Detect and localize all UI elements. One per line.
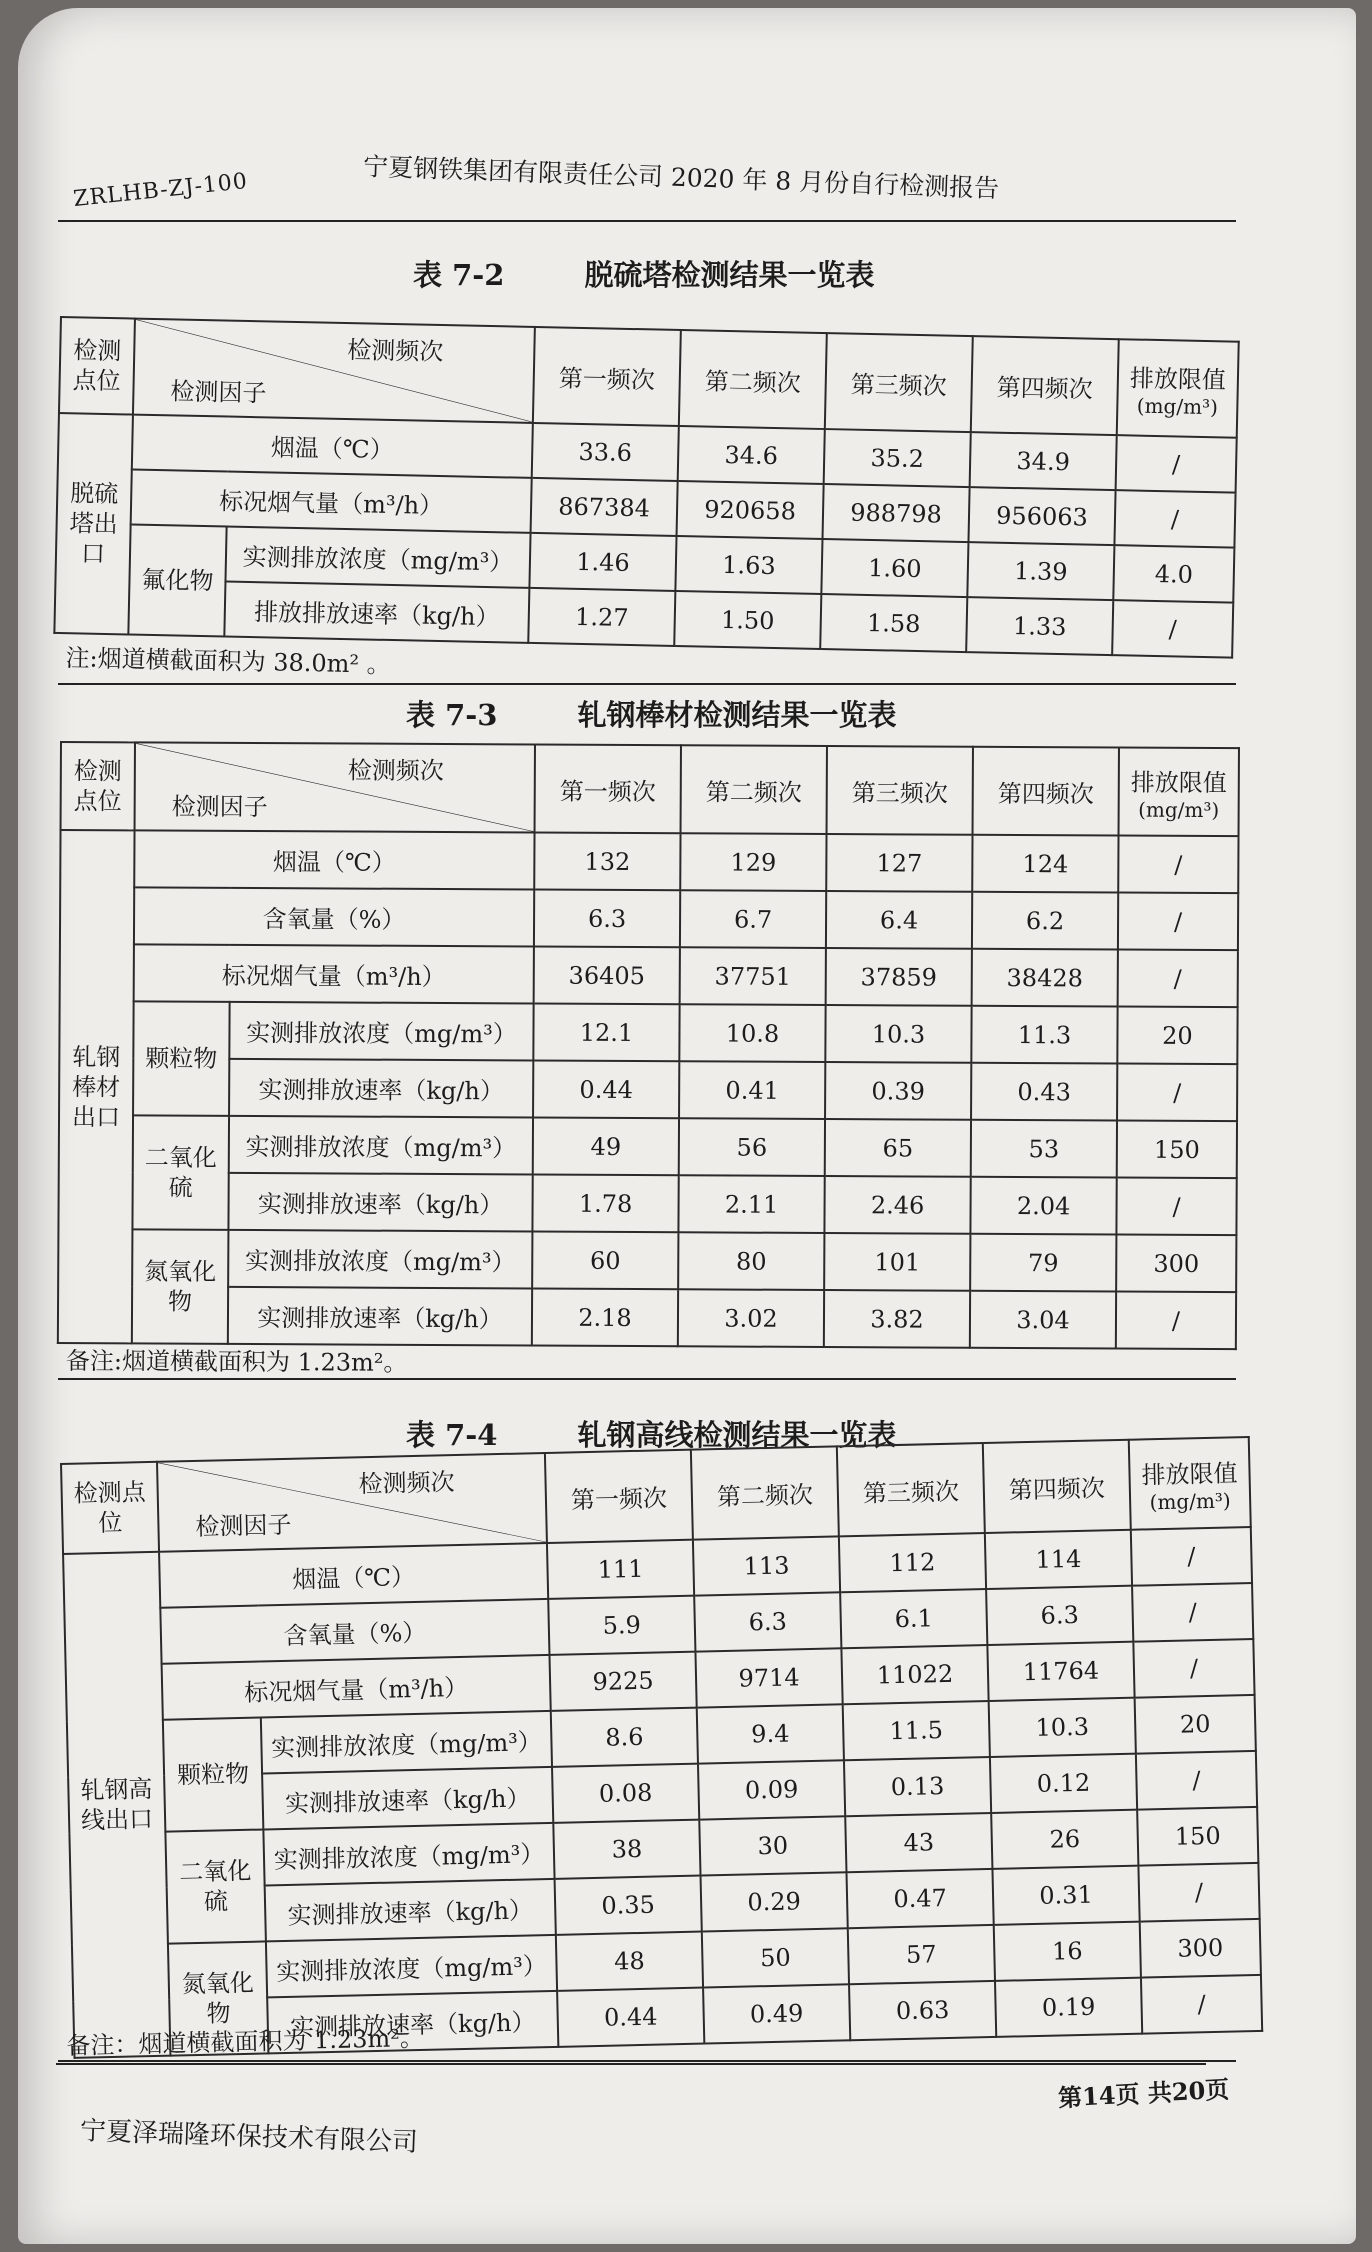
frequency-header: 第三频次 [825,333,973,432]
factor-label: 含氧量（%） [160,1599,549,1664]
table-note: 备注：烟道横截面积为 1.23m²。 [66,2023,425,2060]
value-cell: 3.02 [678,1289,824,1347]
value-cell: 35.2 [824,429,971,487]
value-cell: 6.3 [534,889,680,947]
value-cell: 1.63 [675,536,822,594]
value-cell: 132 [534,832,680,890]
limit-cell: / [1138,1863,1259,1922]
metric-label: 实测排放浓度（mg/m³） [229,1116,533,1175]
frequency-header: 第一频次 [533,327,681,426]
value-cell: 0.41 [679,1061,825,1119]
value-cell: 9225 [549,1652,696,1711]
value-cell: 38428 [972,949,1118,1007]
value-cell: 11022 [841,1645,988,1704]
metric-label: 实测排放速率（kg/h） [229,1059,533,1118]
limit-header [1117,339,1239,437]
results-table [53,316,1239,659]
frequency-header: 第二频次 [679,330,827,429]
metric-label: 实测排放浓度（mg/m³） [261,1711,552,1774]
limit-header-label: 排放限值 [1141,1458,1238,1489]
corner-frequency-label: 检测频次 [358,1468,455,1499]
value-cell: 0.19 [995,1978,1142,2037]
value-cell: 988798 [822,484,969,542]
value-cell: 0.49 [703,1984,850,2043]
limit-cell: 4.0 [1113,545,1234,603]
value-cell: 43 [845,1813,992,1872]
factor-label: 标况烟气量（m³/h） [162,1655,551,1720]
table-title: 脱硫塔检测结果一览表 [584,258,875,292]
point-header: 检测点位 [59,317,135,415]
metric-label: 实测排放浓度（mg/m³） [263,1823,554,1886]
limit-cell: / [1118,950,1238,1008]
limit-cell: / [1118,836,1238,894]
factor-label: 烟温（℃） [132,415,533,478]
value-cell: 10.3 [825,1005,971,1063]
table-row [58,1172,1236,1235]
value-cell: 36405 [534,946,680,1004]
value-cell: 0.43 [971,1063,1117,1121]
point-header: 检测点位 [61,1462,159,1554]
value-cell: 920658 [677,481,824,539]
limit-header-label: 排放限值 [1129,363,1227,394]
report-page [18,8,1356,2244]
frequency-header: 第四频次 [983,1440,1131,1533]
value-cell: 6.2 [972,892,1118,950]
value-cell: 6.3 [694,1592,841,1651]
value-cell: 12.1 [533,1003,679,1061]
limit-cell: 300 [1140,1919,1261,1978]
value-cell: 0.39 [825,1062,971,1120]
frequency-header: 第二频次 [691,1446,839,1539]
value-cell: 6.3 [986,1586,1133,1645]
table-title: 轧钢高线检测结果一览表 [577,1418,897,1452]
value-cell: 30 [699,1816,846,1875]
factor-label: 含氧量（%） [134,887,534,946]
value-cell: 11.5 [843,1701,990,1760]
value-cell: 16 [994,1922,1141,1981]
monitoring-point: 脱硫塔出口 [54,413,133,635]
value-cell: 1.60 [821,539,968,597]
footer-company: 宁夏泽瑞隆环保技术有限公司 [79,2116,419,2158]
point-header: 检测点位 [61,742,135,830]
header-row [61,742,1239,836]
value-cell: 6.1 [840,1589,987,1648]
table-number: 表 7-2 [413,258,505,292]
value-cell: 6.7 [680,890,826,948]
metric-label: 实测排放浓度（mg/m³） [225,527,530,588]
table-row [58,1286,1236,1349]
factor-label: 标况烟气量（m³/h） [134,944,534,1003]
header-rule [58,220,1236,222]
table-row [59,1115,1237,1178]
frequency-header: 第四频次 [971,336,1119,435]
limit-header-unit: (mg/m³) [1136,393,1219,419]
value-cell: 101 [824,1233,970,1291]
value-cell: 9714 [695,1648,842,1707]
corner-factor-label: 检测因子 [195,1510,292,1541]
value-cell: 8.6 [551,1708,698,1767]
table-note: 备注:烟道横截面积为 1.23m²。 [65,1346,408,1377]
limit-header [1129,1437,1251,1530]
value-cell: 113 [693,1536,840,1595]
table-row [59,1001,1237,1064]
table-note: 注:烟道横截面积为 38.0m² 。 [65,643,391,679]
limit-header-unit: (mg/m³) [1138,797,1220,822]
metric-label: 排放排放速率（kg/h） [224,582,529,643]
table-row [60,944,1238,1007]
value-cell: 112 [839,1533,986,1592]
value-cell: 0.08 [552,1764,699,1823]
metric-label: 实测排放速率（kg/h） [228,1287,532,1346]
limit-cell: / [1116,1292,1236,1350]
value-cell: 2.46 [824,1176,970,1234]
value-cell: 6.4 [826,891,972,949]
frequency-header: 第二频次 [681,745,827,834]
section-rule [58,683,1236,685]
value-cell: 0.29 [701,1872,848,1931]
document-code: ZRLHB-ZJ-100 [72,168,250,213]
value-cell: 60 [532,1231,678,1289]
limit-cell: / [1132,1583,1253,1642]
pollutant-name: 二氧化硫 [132,1115,229,1230]
limit-cell: / [1112,600,1233,658]
table-row [60,830,1238,893]
metric-label: 实测排放浓度（mg/m³） [228,1230,532,1289]
value-cell: 80 [678,1232,824,1290]
corner-factor-label: 检测因子 [171,792,268,822]
corner-header-cell [133,319,535,423]
report-title: 宁夏钢铁集团有限责任公司 2020 年 8 月份自行检测报告 [362,151,1000,204]
factor-label: 烟温（℃） [134,830,534,889]
value-cell: 129 [680,833,826,891]
value-cell: 11764 [987,1642,1134,1701]
pollutant-name: 颗粒物 [133,1001,230,1116]
value-cell: 111 [547,1540,694,1599]
corner-factor-label: 检测因子 [170,377,267,408]
table-row [60,887,1238,950]
value-cell: 1.50 [674,591,821,649]
value-cell: 10.3 [989,1698,1136,1757]
value-cell: 2.11 [678,1175,824,1233]
footer-page-number: 第14页 共20页 [1057,2074,1230,2113]
metric-label: 实测排放速率（kg/h） [267,1991,558,2054]
value-cell: 1.27 [528,588,675,646]
footer-rule [56,2063,1206,2065]
metric-label: 实测排放浓度（mg/m³） [229,1002,533,1061]
frequency-header: 第一频次 [535,744,681,833]
metric-label: 实测排放速率（kg/h） [265,1879,556,1942]
value-cell: 124 [972,835,1118,893]
value-cell: 0.13 [844,1757,991,1816]
value-cell: 0.63 [849,1981,996,2040]
value-cell: 127 [826,834,972,892]
corner-header-cell [157,1453,547,1552]
section-rule [58,2060,1236,2062]
limit-cell: 300 [1116,1235,1236,1293]
limit-cell: / [1114,490,1235,548]
metric-label: 实测排放速率（kg/h） [262,1767,553,1830]
corner-frequency-label: 检测频次 [347,336,444,367]
limit-header-unit: (mg/m³) [1149,1487,1231,1514]
value-cell: 49 [533,1117,679,1175]
limit-cell: / [1118,893,1238,951]
limit-cell: 20 [1117,1007,1237,1065]
value-cell: 956063 [968,487,1115,545]
value-cell: 53 [971,1120,1117,1178]
value-cell: 9.4 [697,1704,844,1763]
limit-cell: / [1116,1178,1236,1236]
value-cell: 0.31 [992,1866,1139,1925]
value-cell: 56 [679,1118,825,1176]
corner-frequency-label: 检测频次 [347,756,444,786]
limit-cell: 150 [1117,1121,1237,1179]
table-caption [413,253,875,294]
value-cell: 3.82 [824,1290,970,1348]
limit-cell: / [1116,435,1237,493]
value-cell: 1.78 [532,1174,678,1232]
limit-cell: / [1131,1527,1252,1586]
monitoring-point: 轧钢高线出口 [63,1552,170,2058]
value-cell: 0.35 [555,1876,702,1935]
value-cell: 867384 [531,478,678,536]
value-cell: 0.44 [533,1060,679,1118]
limit-header [1119,748,1239,837]
value-cell: 1.58 [820,594,967,652]
value-cell: 38 [553,1820,700,1879]
value-cell: 26 [991,1810,1138,1869]
limit-cell: 20 [1135,1695,1256,1754]
value-cell: 2.04 [970,1177,1116,1235]
value-cell: 37859 [826,948,972,1006]
table-caption [406,693,897,734]
value-cell: 65 [825,1119,971,1177]
limit-cell: / [1141,1975,1262,2034]
value-cell: 10.8 [679,1004,825,1062]
value-cell: 0.47 [846,1869,993,1928]
value-cell: 0.12 [990,1754,1137,1813]
factor-label: 标况烟气量（m³/h） [131,470,532,533]
table-row [59,1058,1237,1121]
value-cell: 1.33 [966,597,1113,655]
value-cell: 1.46 [529,533,676,591]
table-number: 表 7-4 [406,1418,498,1452]
metric-label: 实测排放浓度（mg/m³） [266,1935,557,1998]
pollutant-name: 氟化物 [128,525,226,637]
value-cell: 1.39 [967,542,1114,600]
value-cell: 2.18 [532,1288,678,1346]
pollutant-name: 氮氧化物 [132,1229,229,1344]
frequency-header: 第三频次 [827,746,973,835]
limit-cell: 150 [1137,1807,1258,1866]
limit-cell: / [1117,1064,1237,1122]
limit-cell: / [1133,1639,1254,1698]
value-cell: 11.3 [971,1006,1117,1064]
value-cell: 48 [556,1932,703,1991]
frequency-header: 第四频次 [973,747,1119,836]
frequency-header: 第三频次 [837,1443,985,1536]
section-rule [58,1378,1236,1380]
pollutant-name: 颗粒物 [163,1718,264,1832]
monitoring-point: 轧钢棒材出口 [58,830,135,1343]
pollutant-name: 氮氧化物 [168,1941,269,2055]
value-cell: 50 [702,1928,849,1987]
value-cell: 34.6 [678,426,825,484]
value-cell: 5.9 [548,1596,695,1655]
factor-label: 烟温（℃） [159,1543,548,1608]
corner-header-cell [135,742,535,832]
value-cell: 33.6 [532,423,679,481]
value-cell: 79 [970,1234,1116,1292]
limit-header-label: 排放限值 [1130,768,1227,797]
value-cell: 114 [985,1530,1132,1589]
table-row [58,1229,1236,1292]
pollutant-name: 二氧化硫 [165,1829,266,1943]
value-cell: 3.04 [970,1291,1116,1349]
value-cell: 0.09 [698,1760,845,1819]
table-number: 表 7-3 [406,698,498,732]
frequency-header: 第一频次 [545,1450,693,1543]
metric-label: 实测排放速率（kg/h） [228,1173,532,1232]
value-cell: 57 [848,1925,995,1984]
limit-cell: / [1136,1751,1257,1810]
value-cell: 34.9 [970,432,1117,490]
value-cell: 37751 [680,947,826,1005]
table-title: 轧钢棒材检测结果一览表 [577,698,897,732]
value-cell: 0.44 [557,1988,704,2047]
results-table [57,741,1240,1350]
results-table [60,1436,1263,2059]
